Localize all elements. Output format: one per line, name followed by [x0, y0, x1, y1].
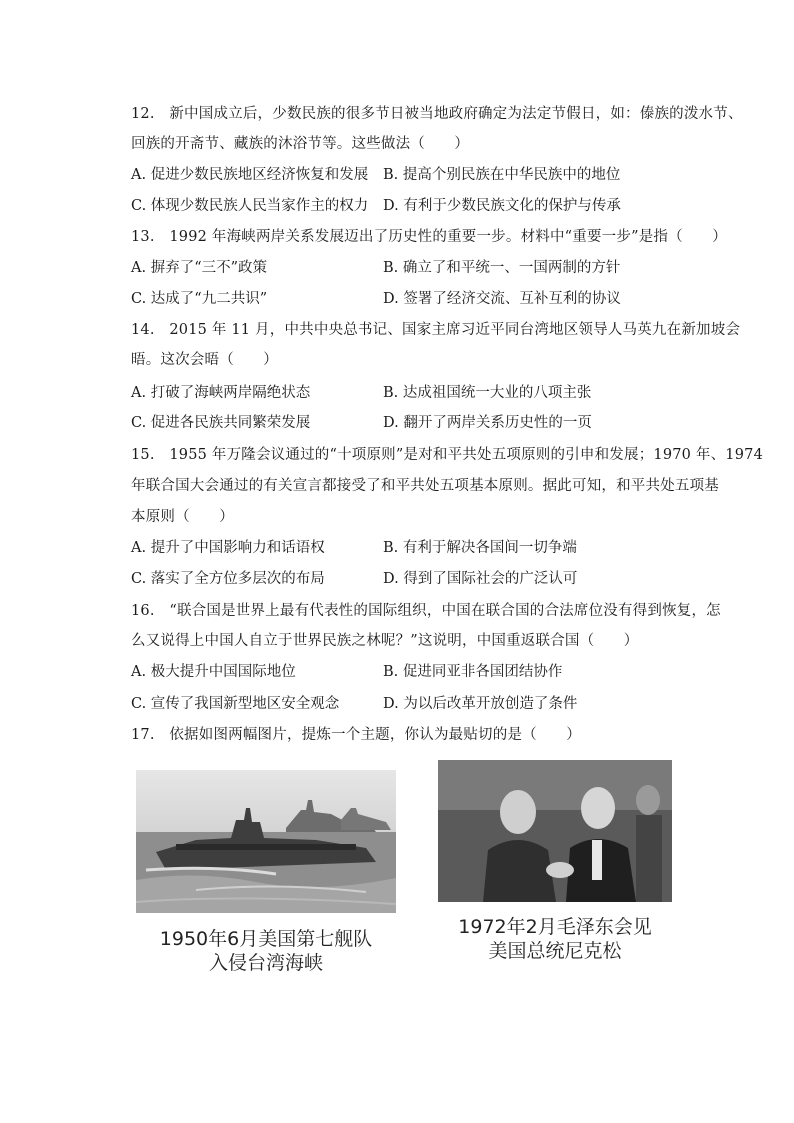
q14-option-d[interactable]: D. 翻开了两岸关系历史性的一页 [383, 415, 592, 431]
q15-stem-line3: 本原则（ ） [131, 509, 234, 525]
q13-option-b[interactable]: B. 确立了和平统一、一国两制的方针 [383, 260, 621, 276]
q13-stem-line1: 13. 1992 年海峡两岸关系发展迈出了历史性的重要一步。材料中“重要一步”是指（ ） [131, 229, 727, 245]
q14-stem-line2: 晤。这次会晤（ ） [131, 352, 278, 368]
q16-stem-line1: 16. “联合国是世界上最有代表性的国际组织，中国在联合国的合法席位没有得到恢复，怎 [131, 603, 721, 619]
q16-option-a[interactable]: A. 极大提升中国国际地位 [131, 664, 296, 680]
q16-option-d[interactable]: D. 为以后改革开放创造了条件 [383, 696, 578, 712]
q15-stem-line2: 年联合国大会通过的有关宣言都接受了和平共处五项基本原则。据此可知，和平共处五项基 [131, 478, 719, 494]
q14-option-c[interactable]: C. 促进各民族共同繁荣发展 [131, 415, 311, 431]
q15-stem-line1: 15. 1955 年万隆会议通过的“十项原则”是对和平共处五项原则的引申和发展；1970 年、1974 [131, 447, 764, 463]
q12-stem-line2: 回族的开斋节、藏族的沐浴节等。这些做法（ ） [131, 136, 470, 152]
warship-fleet-photo-icon [136, 770, 396, 913]
q16-stem-line2: 么又说得上中国人自立于世界民族之林呢？”这说明，中国重返联合国（ ） [131, 633, 639, 649]
q13-option-a[interactable]: A. 摒弃了“三不”政策 [131, 260, 268, 276]
q14-option-a[interactable]: A. 打破了海峡两岸隔绝状态 [131, 385, 311, 401]
q14-stem-line1: 14. 2015 年 11 月，中共中央总书记、国家主席习近平同台湾地区领导人马英九在新加坡会 [131, 322, 741, 338]
q15-option-c[interactable]: C. 落实了全方位多层次的布局 [131, 571, 325, 587]
q12-option-d[interactable]: D. 有利于少数民族文化的保护与传承 [383, 198, 621, 214]
q17-stem-line1: 17. 依据如图两幅图片，提炼一个主题，你认为最贴切的是（ ） [131, 727, 581, 743]
q14-option-b[interactable]: B. 达成祖国统一大业的八项主张 [383, 385, 592, 401]
q15-option-d[interactable]: D. 得到了国际社会的广泛认可 [383, 571, 578, 587]
q13-option-c[interactable]: C. 达成了“九二共识” [131, 291, 268, 307]
q12-option-a[interactable]: A. 促进少数民族地区经济恢复和发展 [131, 167, 369, 183]
q15-option-b[interactable]: B. 有利于解决各国间一切争端 [383, 540, 577, 556]
q12-stem-line1: 12. 新中国成立后，少数民族的很多节日被当地政府确定为法定节假日，如：傣族的泼水节、 [131, 106, 743, 122]
figure1-caption-line2: 入侵台湾海峡 [208, 952, 323, 974]
q12-option-b[interactable]: B. 提高个别民族在中华民族中的地位 [383, 167, 621, 183]
q15-option-a[interactable]: A. 提升了中国影响力和话语权 [131, 540, 325, 556]
figure2-caption-line2: 美国总统尼克松 [488, 940, 622, 962]
q16-option-b[interactable]: B. 促进同亚非各国团结协作 [383, 664, 563, 680]
figure2-caption-line1: 1972年2月毛泽东会见 [458, 916, 652, 938]
figure1-caption-line1: 1950年6月美国第七舰队 [159, 928, 373, 950]
leaders-meeting-photo-icon [438, 760, 672, 902]
q13-option-d[interactable]: D. 签署了经济交流、互补互利的协议 [383, 291, 621, 307]
q16-option-c[interactable]: C. 宣传了我国新型地区安全观念 [131, 696, 340, 712]
q12-option-c[interactable]: C. 体现少数民族人民当家作主的权力 [131, 198, 369, 214]
